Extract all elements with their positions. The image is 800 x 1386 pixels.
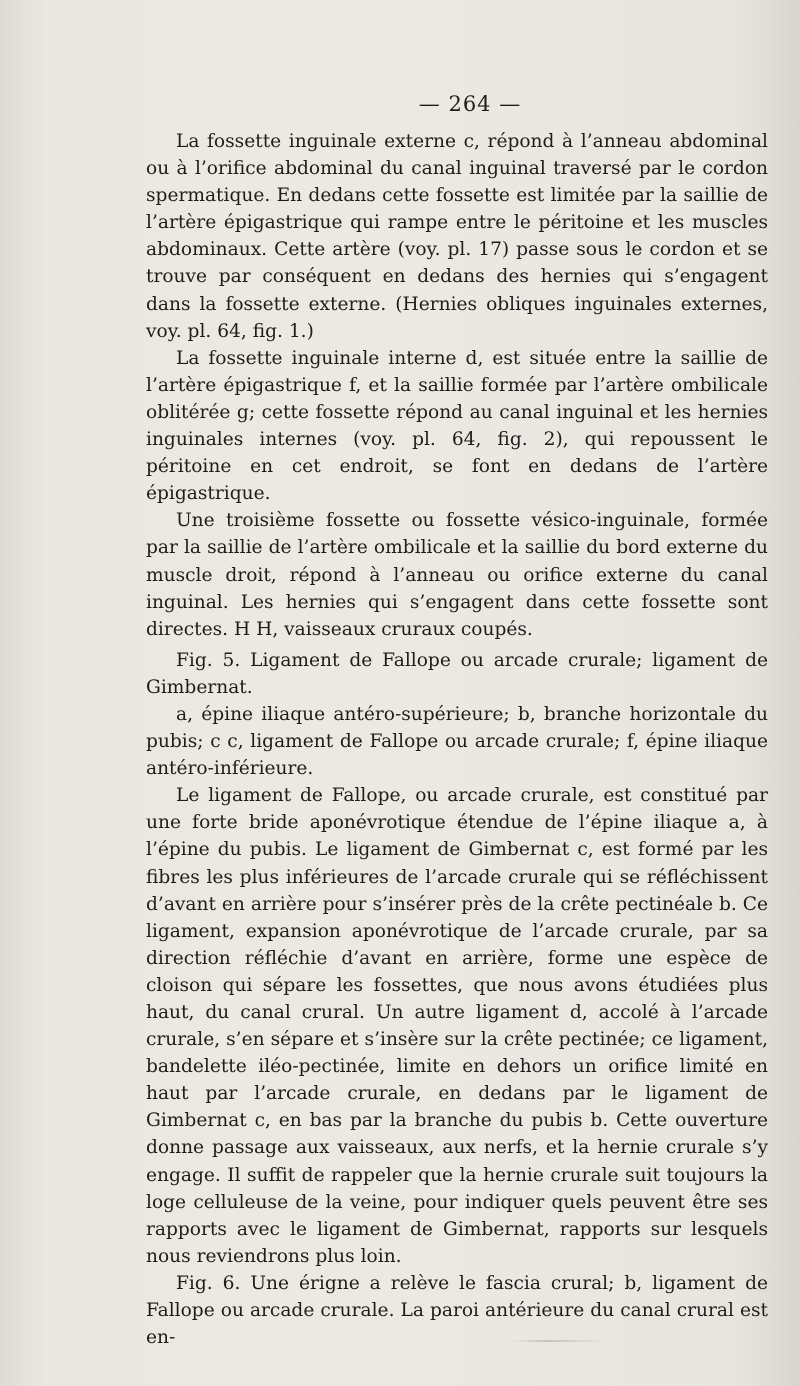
scan-mark bbox=[510, 1340, 605, 1342]
paragraph-internal-fossa: La fossette inguinale interne d, est située entre la saillie de l’artère épigastrique f, et la saillie formée par l’artère ombilicale oblitérée g; cette fossette répond au canal inguinal et les hernies inguinales internes (voy. pl. 64, fig. 2), qui repoussent le péritoine en cet endroit, se font en dedans de l’artère épigastrique. bbox=[146, 347, 768, 505]
paragraph-third-fossa: Une troisième fossette ou fossette vésico-inguinale, formée par la saillie de l’artère ombilicale et la saillie du bord externe du muscle droit, répond à l’anneau ou orifice externe du canal inguinal. Les hernies qui s’engagent dans cette fossette sont directes. H H, vaisseaux cruraux coupés. bbox=[146, 510, 768, 640]
figure-6-caption: Fig. 6. Une érigne a relève le fascia crural; b, ligament de Fallope ou arcade crurale. La paroi antérieure du canal crural est en- bbox=[146, 1272, 768, 1349]
paragraph-fallope-ligament: Le ligament de Fallope, ou arcade crurale, est constitué par une forte bride aponévrotique étendue de l’épine iliaque a, à l’épine du pubis. Le ligament de Gimbernat c, est formé par les fibres les plus inférieures de l’arcade crurale qui se réfléchissent d’avant en arrière pour s’insérer près de la crête pectinéale b. Ce ligament, expansion aponévrotique de l’arcade crurale, par sa direction réfléchie d’avant en arrière, forme une espèce de cloison qui sépare les fossettes, que nous avons étudiées plus haut, du canal crural. Un autre ligament d, accolé à l’arcade crurale, s’en sépare et s’insère sur la crête pectinée; ce ligament, bandelette iléo-pectinée, limite en dehors un orifice limité en haut par l’arcade crurale, en dedans par le ligament de Gimbernat c, en bas par la branche du pubis b. Cette ouverture donne passage aux vaisseaux, aux nerfs, et la hernie crurale s’y engage. Il suffit de rappeler que la hernie crurale suit toujours la loge celluleuse de la veine, pour indiquer quels peuvent être ses rapports avec le ligament de Gimbernat, rapports sur lesquels nous reviendrons plus loin. bbox=[146, 785, 768, 1267]
page-number: — 264 — bbox=[418, 92, 522, 116]
page-body bbox=[146, 128, 768, 1351]
figure-5-legend: a, épine iliaque antéro-supérieure; b, branche horizontale du pubis; c c, ligament de Fallope ou arcade crurale; f, épine iliaque antéro-inférieure. bbox=[146, 703, 768, 780]
paragraph-external-fossa: La fossette inguinale externe c, répond à l’anneau abdominal ou à l’orifice abdominal du canal inguinal traversé par le cordon spermatique. En dedans cette fossette est limitée par la saillie de l’artère épigastrique qui rampe entre le péritoine et les muscles abdominaux. Cette artère (voy. pl. 17) passe sous le cordon et se trouve par conséquent en dedans des hernies qui s’engagent dans la fossette externe. (Hernies obliques inguinales externes, voy. pl. 64, fig. 1.) bbox=[146, 131, 768, 342]
figure-5-caption: Fig. 5. Ligament de Fallope ou arcade crurale; ligament de Gimbernat. bbox=[146, 649, 768, 698]
